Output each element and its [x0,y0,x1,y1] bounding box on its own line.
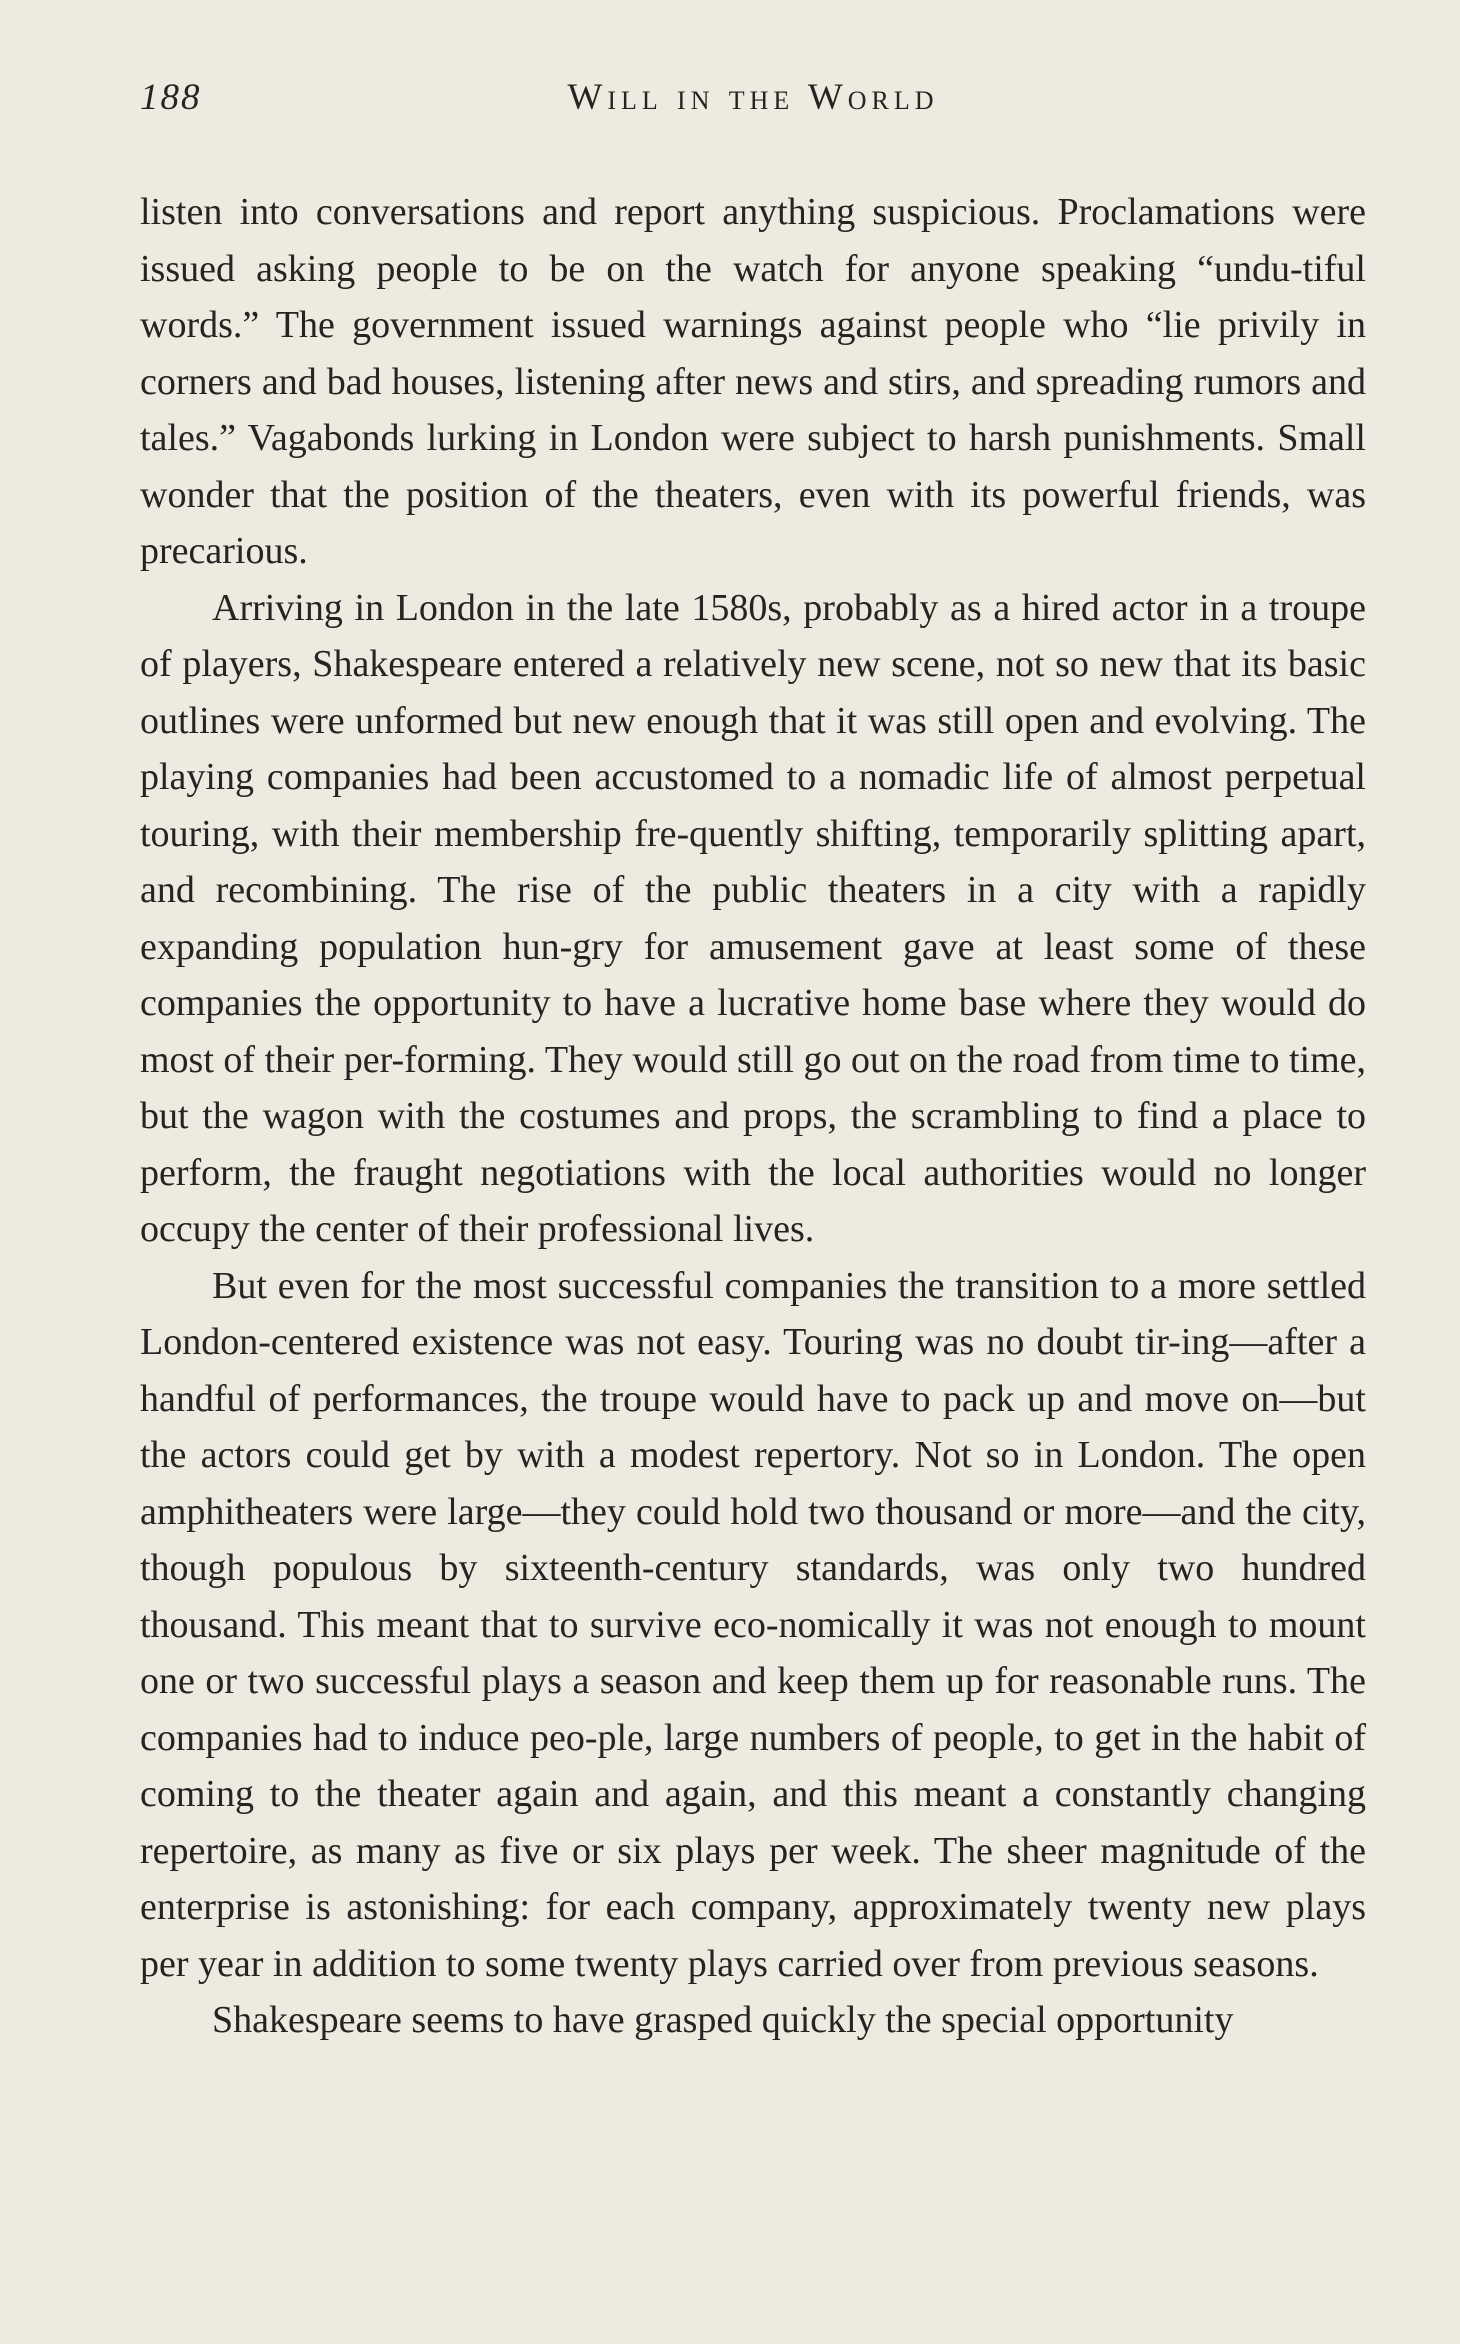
paragraph-continued: listen into conversations and report anything suspicious. Proclamations were issued asking people to be on the watch for anyone speaking “undu-tiful words.” The government issued warnings against people who “lie privily in corners and bad houses, listening after news and stirs, and spreading rumors and tales.” Vagabonds lurking in London were subject to harsh punishments. Small wonder that the position of the theaters, even with its powerful friends, was precarious. [140,191,1366,572]
running-head [140,76,1366,136]
paragraph: But even for the most successful companies the transition to a more settled London-centered existence was not easy. Touring was no doubt tir-ing—after a handful of performances, the troupe would have to pack up and move on—but the actors could get by with a modest repertory. Not so in London. The open amphitheaters were large—they could hold two thousand or more—and the city, though populous by sixteenth-century standards, was only two hundred thousand. This meant that to survive eco-nomically it was not enough to mount one or two successful plays a season and keep them up for reasonable runs. The companies had to induce peo-ple, large numbers of people, to get in the habit of coming to the theater again and again, and this meant a constantly changing repertoire, as many as five or six plays per week. The sheer magnitude of the enterprise is astonishing: for each company, approximately twenty new plays per year in addition to some twenty plays carried over from previous seasons. [140,1264,1366,1985]
body-text [140,184,1366,2049]
paragraph: Shakespeare seems to have grasped quickly the special opportunity [212,1999,1234,2041]
page-number: 188 [140,77,202,118]
book-title: Will in the World [567,77,939,118]
paragraph: Arriving in London in the late 1580s, probably as a hired actor in a troupe of players, Shakespeare entered a relatively new scene, not so new that its basic outlines were unformed but new enough that it was still open and evolving. The playing companies had been accustomed to a nomadic life of almost perpetual touring, with their membership fre-quently shifting, temporarily splitting apart, and recombining. The rise of the public theaters in a city with a rapidly expanding population hun-gry for amusement gave at least some of these companies the opportunity to have a lucrative home base where they would do most of their per-forming. They would still go out on the road from time to time, but the wagon with the costumes and props, the scrambling to find a place to perform, the fraught negotiations with the local authorities would no longer occupy the center of their professional lives. [140,586,1366,1250]
